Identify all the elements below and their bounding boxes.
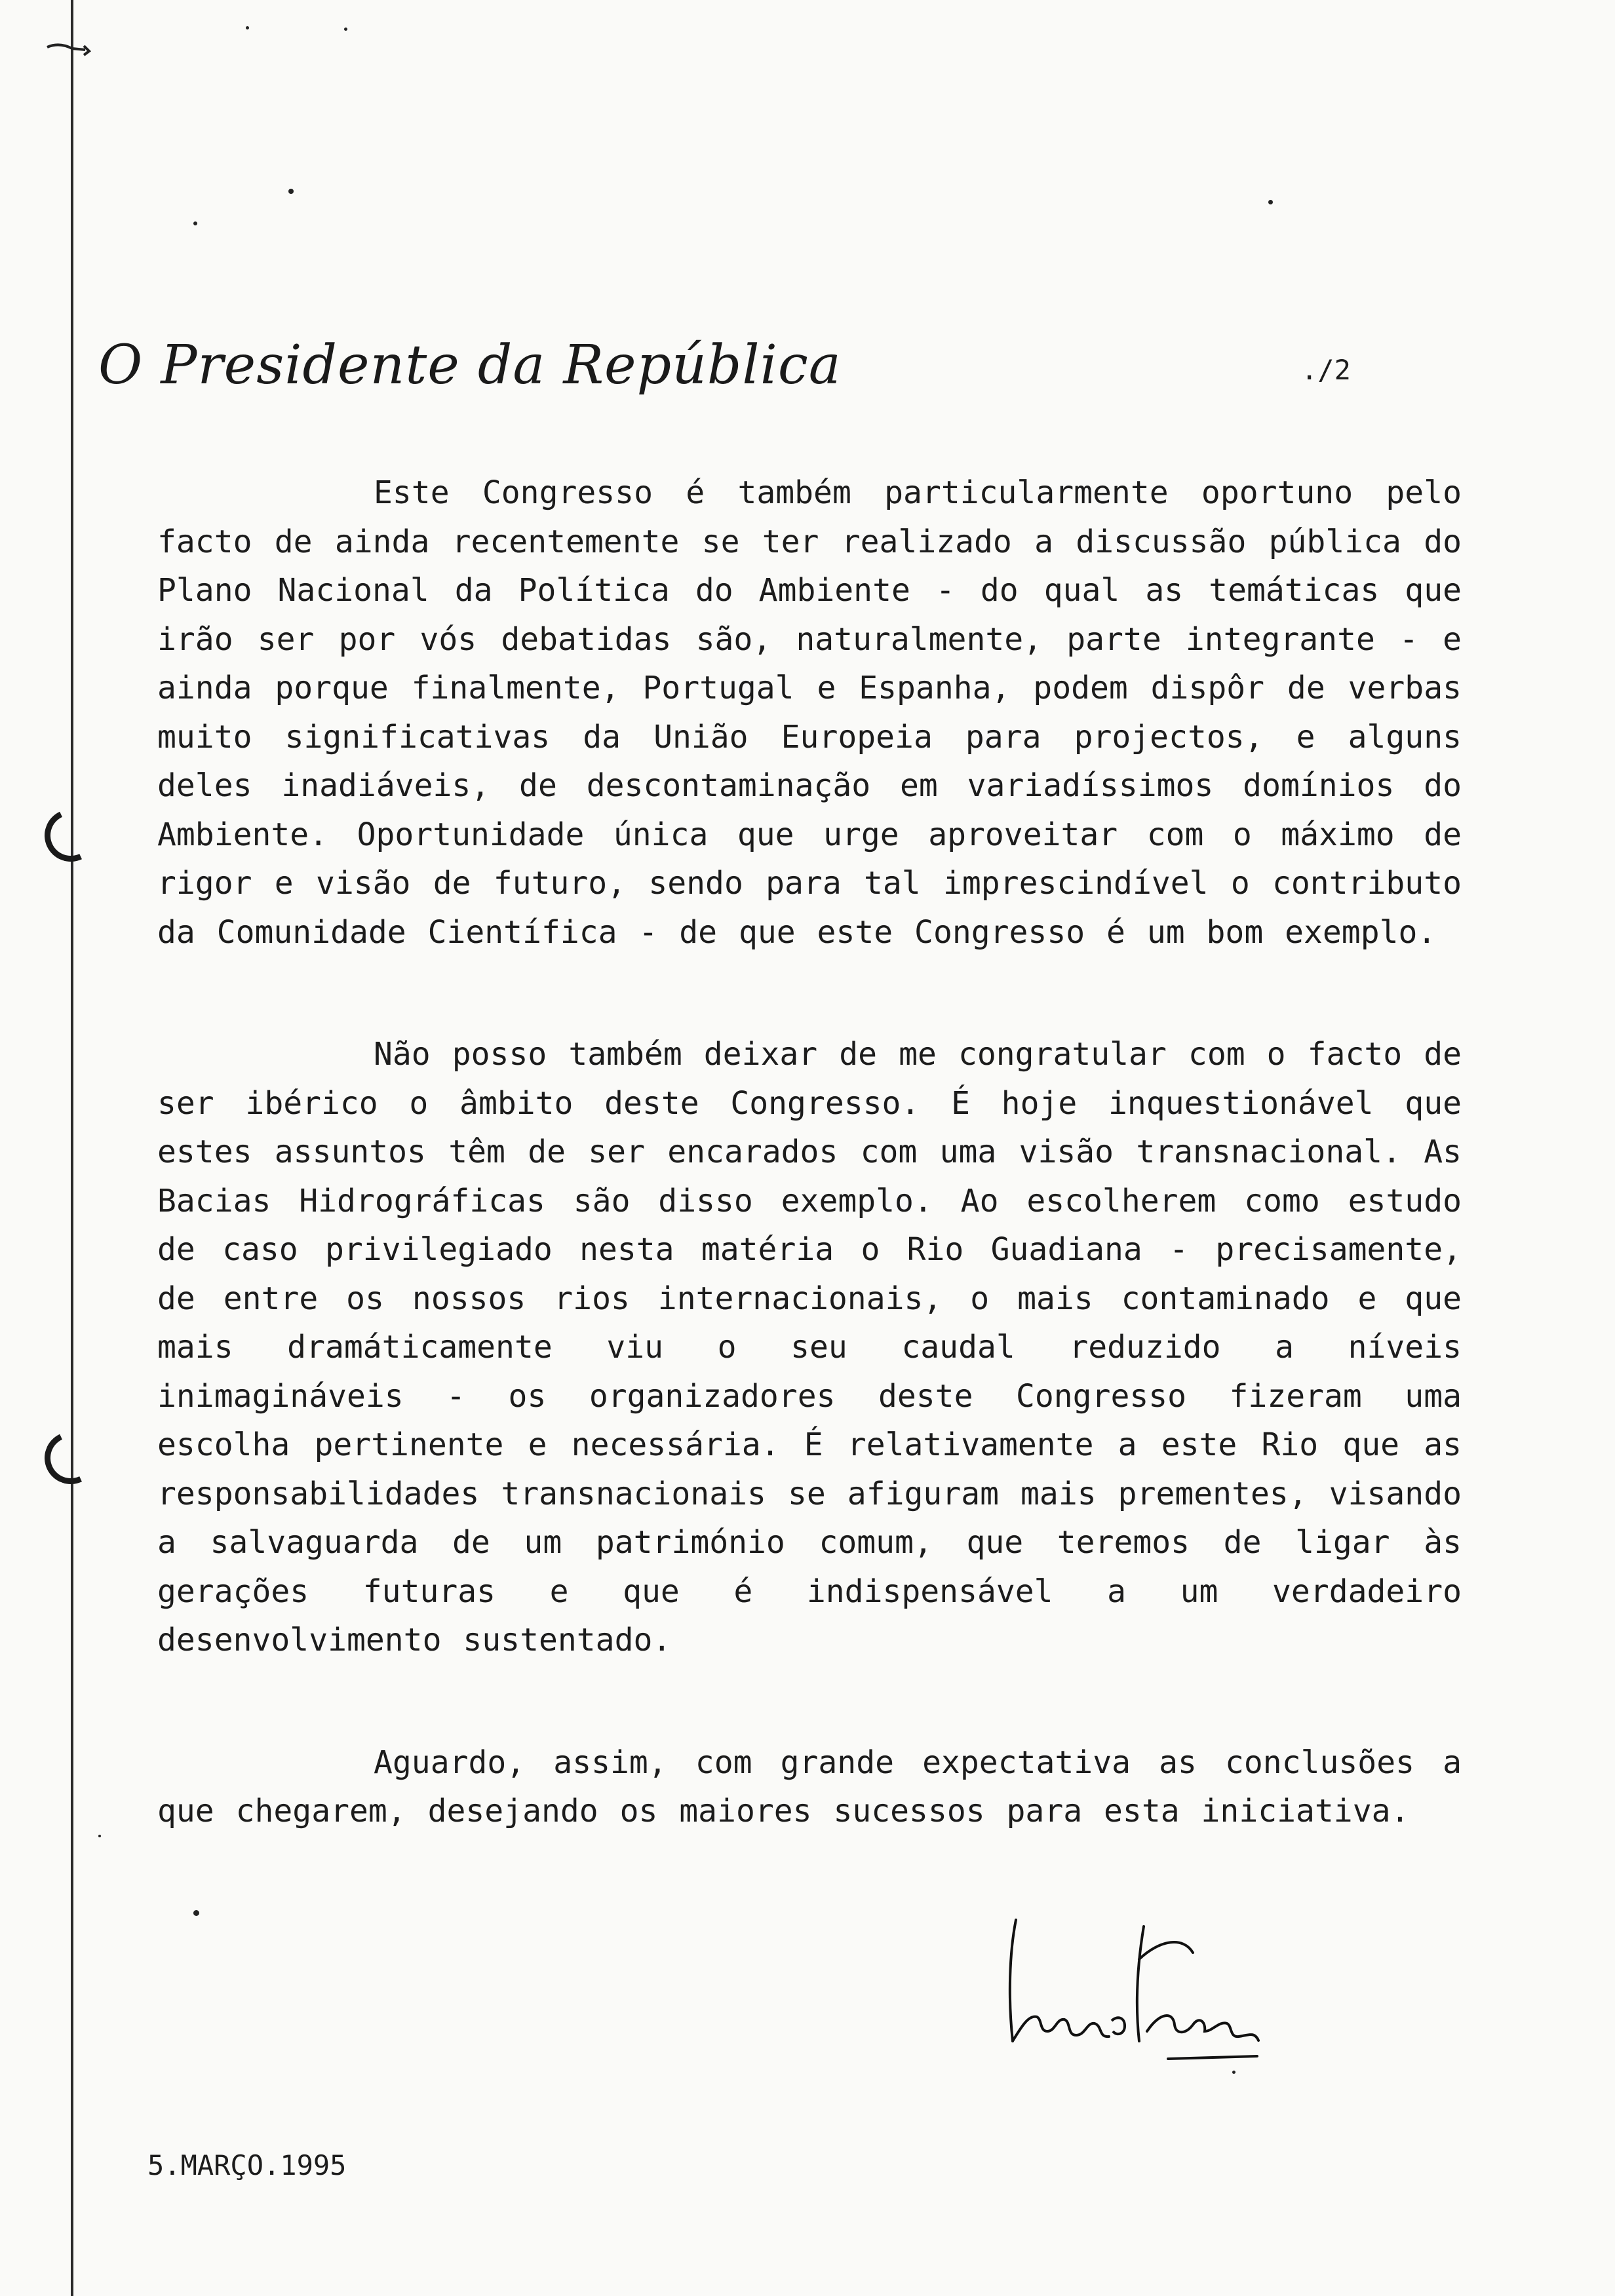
scan-speck	[193, 1910, 199, 1916]
scan-speck	[1268, 200, 1273, 204]
scan-speck	[1232, 2071, 1236, 2074]
margin-rule	[71, 0, 73, 2296]
punch-hole-top	[37, 802, 105, 870]
handwritten-signature	[996, 1900, 1272, 2071]
page-number: ./2	[1301, 354, 1351, 386]
paragraph-2: Não posso também deixar de me congratular com o facto de ser ibérico o âmbito deste Congresso. É hoje inquestionável que estes assuntos têm de ser encarados com uma visão transnacional. As Bacias Hidrográficas são disso exemplo. Ao escolherem como estudo de caso privilegiado nesta matéria o Rio Guadiana - precisamente, de entre os nossos rios internacionais, o mais contaminado e que mais dramáticamente viu o seu caudal reduzido a níveis inimagináveis - os organizadores deste Congresso fizeram uma escolha pertinente e necessária. É relativamente a este Rio que as responsabilidades transnacionais se afiguram mais prementes, visando a salvaguarda de um património comum, que teremos de ligar às gerações futuras e que é indispensável a um verdadeiro desenvolvimento sustentado.	[157, 1036, 1462, 1658]
letterhead: O Presidente da República	[98, 334, 842, 396]
scan-speck	[193, 221, 197, 225]
letter-body	[157, 469, 1462, 1836]
paragraph-3: Aguardo, assim, com grande expectativa as conclusões a que chegarem, desejando os maiores sucessos para esta iniciativa.	[157, 1744, 1462, 1829]
letter-date: 5.MARÇO.1995	[147, 2149, 347, 2181]
paragraph-1: Este Congresso é também particularmente oportuno pelo facto de ainda recentemente se ter realizado a discussão pública do Plano Nacional da Política do Ambiente - do qual as temáticas que irão ser por vós debatidas são, naturalmente, parte integrante - e ainda porque finalmente, Portugal e Espanha, podem dispôr de verbas muito significativas da União Europeia para projectos, e alguns deles inadiáveis, de descontaminação em variadíssimos domínios do Ambiente. Oportunidade única que urge aproveitar com o máximo de rigor e visão de futuro, sendo para tal imprescindível o contributo da Comunidade Científica - de que este Congresso é um bom exemplo.	[157, 474, 1462, 951]
corner-mark	[46, 39, 98, 59]
scan-speck	[246, 26, 249, 29]
scan-speck	[288, 189, 294, 194]
scan-speck	[344, 28, 347, 31]
scan-speck	[98, 1835, 101, 1837]
punch-hole-bottom	[37, 1425, 105, 1492]
